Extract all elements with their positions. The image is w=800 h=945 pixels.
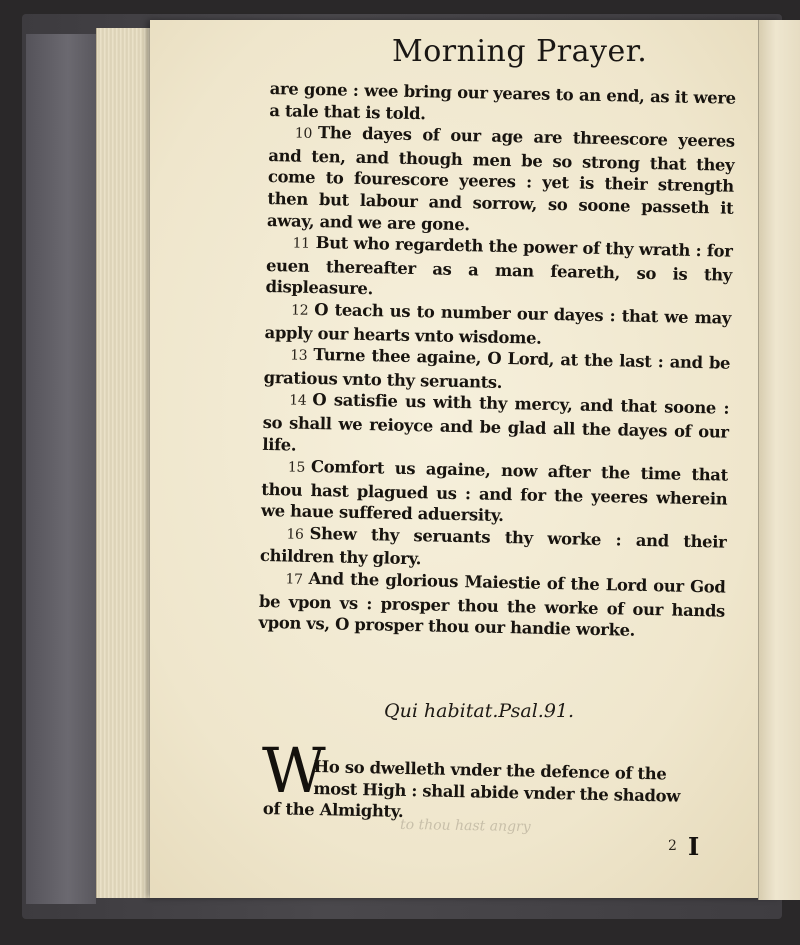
verse-text: are gone : wee bring our yeares to an end, as it were a tale that is told. (269, 78, 736, 123)
verse-14 (262, 388, 729, 465)
verse-number: 10 (294, 125, 313, 143)
psalm-dropcap: W (262, 734, 326, 807)
running-head (392, 34, 647, 69)
page-stack (96, 28, 157, 898)
verse-17 (258, 567, 725, 644)
verse-number: 12 (290, 302, 309, 319)
verse-text: And the glorious Maiestie of the Lord our God be vpon vs : prosper thou the worke of our hands vpon vs, O prosper thou our handie worke. (258, 568, 726, 641)
verse-text: Turne thee againe, O Lord, at the last : and be gratious vnto thy seruants. (263, 345, 731, 392)
facing-page-edge (758, 20, 800, 900)
verse-text: O teach us to number our dayes : that we may apply our hearts vnto wisdome. (264, 299, 732, 348)
psalm-heading: Qui habitat.Psal.91. (384, 700, 575, 722)
psalm-line-2: most High : shall abide vnder the shadow (313, 778, 681, 806)
catchword: I (688, 832, 700, 861)
verse-number: 11 (292, 235, 310, 253)
running-head-text: Morning Prayer. (392, 34, 648, 69)
show-through-text: to thou hast angry (399, 816, 531, 836)
verse-text: The dayes of our age are threescore yeeres and ten, and though men be so strong that they come to fourescore yeeres : yet is their strength then but labour and sorrow, so soone passeth it away, and we are gone. (266, 123, 735, 234)
verse-text: But who regardeth the power of thy wrath : for euen thereafter as a man feareth, so is thy displeasure. (265, 233, 733, 299)
verse-11 (265, 231, 732, 308)
verse-text: Comfort us againe, now after the time that thou hast plagued us : and for the yeeres wherein we haue suffered aduersity. (260, 457, 728, 526)
verse-number: 17 (285, 571, 303, 588)
verse-10 (267, 121, 735, 241)
verse-15 (261, 455, 728, 532)
verse-number: 15 (287, 459, 306, 476)
psalm-line-3: of the Almighty. (262, 799, 404, 822)
psalm-line-1: Ho so dwelleth vnder the defence of the (313, 757, 667, 784)
verse-block (258, 78, 736, 643)
signature-mark: 2 (668, 838, 677, 854)
verse-text: Shew thy seruants thy worke : and their children thy glory. (259, 523, 727, 569)
cover-board-edge (26, 34, 96, 904)
verse-number: 16 (286, 526, 304, 543)
verse-text: O satisfie us with thy mercy, and that soone : so shall we reioyce and be glad all the dayes of our life. (262, 390, 730, 455)
verse-number: 13 (290, 347, 308, 364)
verse-number: 14 (289, 392, 307, 410)
